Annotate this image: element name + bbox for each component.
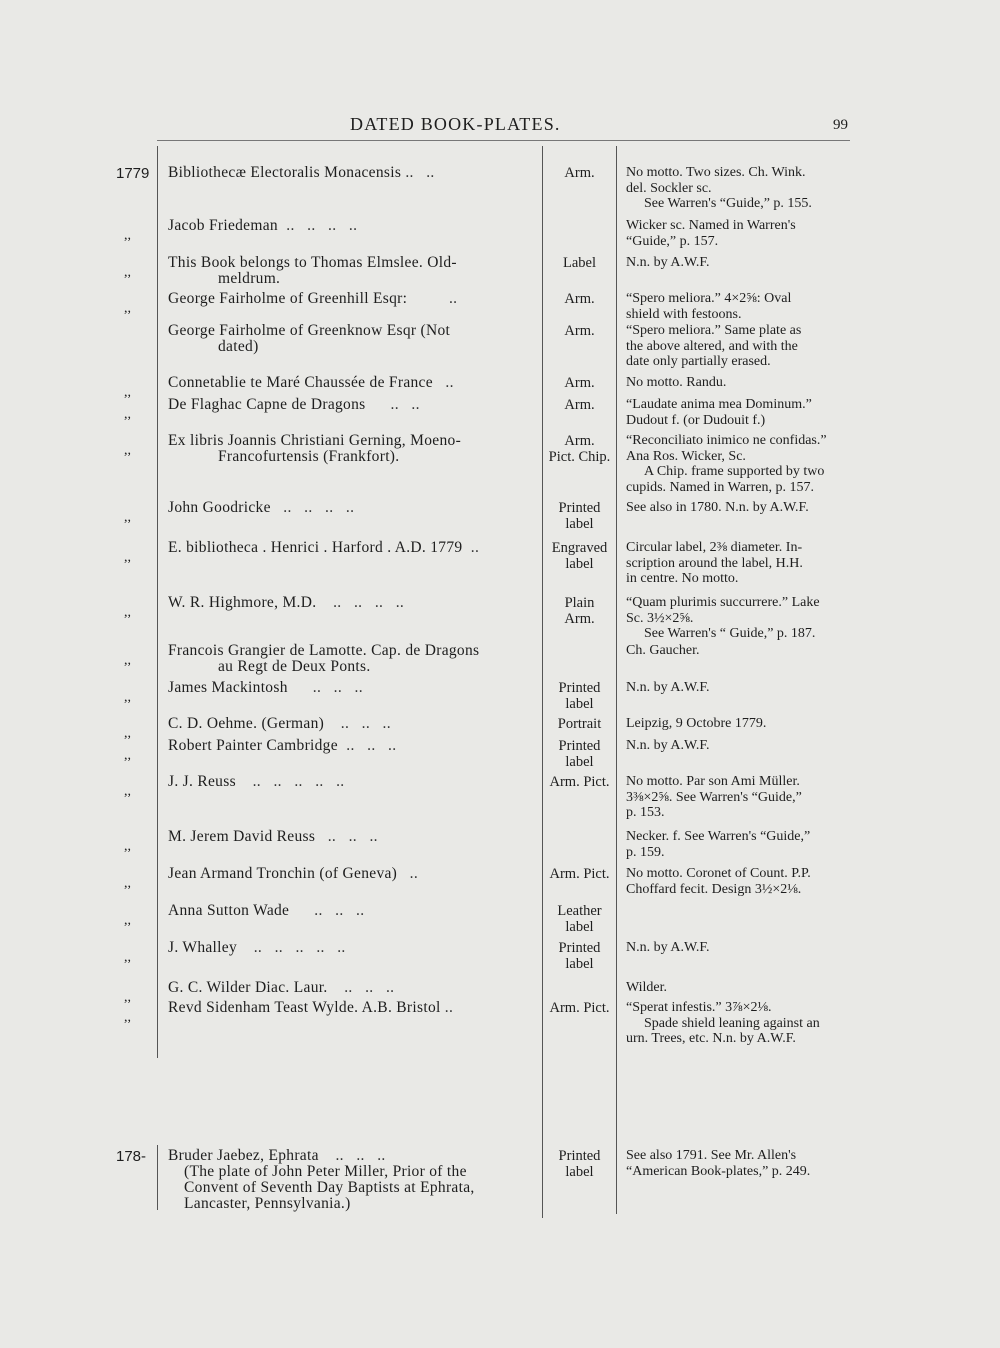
notes-cell	[626, 1000, 854, 1047]
ditto-mark: ,,	[124, 990, 131, 1005]
category-cell: Arm.	[564, 397, 595, 413]
owner-cell	[168, 500, 528, 516]
note-line: cupids. Named in Warren, p. 157.	[626, 479, 814, 495]
owner-cell	[168, 980, 528, 996]
owner-cell	[168, 595, 528, 611]
owner-cell	[168, 1000, 528, 1016]
ditto-mark: ,,	[124, 839, 131, 854]
note-line: scription around the label, H.H.	[626, 555, 803, 571]
owner-cell	[168, 1148, 528, 1212]
note-line: N.n. by A.W.F.	[626, 738, 710, 753]
note-line: “Guide,” p. 157.	[626, 233, 719, 249]
owner-continuation: au Regt de Deux Ponts.	[218, 658, 371, 675]
category-cell: Engraved label	[551, 540, 608, 572]
category-cell: Arm. Pict.	[549, 774, 610, 790]
note-line: 3⅜×2⅝. See Warren's “Guide,”	[626, 789, 802, 805]
leader-dots: ..	[462, 539, 480, 556]
category-cell: Printed label	[558, 500, 601, 532]
owner-continuation: Francofurtensis (Frankfort).	[218, 448, 400, 465]
note-line: shield with festoons.	[626, 306, 742, 322]
note-line: Ana Ros. Wicker, Sc.	[626, 448, 746, 464]
note-line: del. Sockler sc.	[626, 180, 712, 196]
owner-note-line: Convent of Seventh Day Baptists at Ephrata,	[184, 1179, 475, 1196]
ditto-mark: ,,	[124, 726, 131, 741]
ditto-mark: ,,	[124, 913, 131, 928]
owner-name: Francois Grangier de Lamotte. Cap. de Dragons	[168, 642, 480, 659]
notes-cell	[626, 940, 854, 956]
note-line: N.n. by A.W.F.	[626, 255, 710, 270]
note-line: No motto. Coronet of Count. P.P.	[626, 866, 811, 881]
notes-cell	[626, 643, 854, 659]
owner-name: E. bibliotheca . Henrici . Harford . A.D. 1779	[168, 539, 463, 556]
category-cell: Arm.	[564, 165, 595, 181]
category-cell: Printed label	[558, 1148, 601, 1180]
notes-cell	[626, 866, 854, 897]
note-line: Choffard fecit. Design 3½×2⅛.	[626, 881, 802, 897]
ditto-mark: ,,	[124, 690, 131, 705]
owner-name: J. J. Reuss	[168, 773, 236, 790]
owner-name: J. Whalley	[168, 939, 238, 956]
owner-cell	[168, 866, 528, 882]
owner-cell	[168, 323, 528, 355]
owner-continuation: meldrum.	[218, 270, 281, 287]
owner-name: Robert Painter Cambridge	[168, 737, 338, 754]
note-line: Dudout f. (or Dudouit f.)	[626, 412, 766, 428]
owner-name: De Flaghac Capne de Dragons	[168, 396, 366, 413]
note-line: p. 153.	[626, 805, 665, 820]
owner-name: G. C. Wilder Diac. Laur.	[168, 979, 328, 996]
owner-cell	[168, 774, 528, 790]
notes-cell	[626, 980, 854, 996]
note-line: “Spero meliora.” Same plate as	[626, 323, 802, 338]
leader-dots: .. ..	[365, 396, 420, 413]
ditto-mark: ,,	[124, 950, 131, 965]
owner-name: Revd Sidenham Teast Wylde. A.B. Bristol	[168, 999, 441, 1016]
leader-dots: .. .. ..	[324, 715, 391, 732]
owner-cell	[168, 738, 528, 754]
note-line: Ch. Gaucher.	[626, 643, 700, 658]
column-rule-year	[157, 146, 158, 1058]
note-line: No motto. Randu.	[626, 375, 727, 390]
category-cell: Leather label	[557, 903, 602, 935]
category-cell: Arm. Pict.	[549, 866, 610, 882]
owner-name: Connetablie te Maré Chaussée de France	[168, 374, 433, 391]
notes-cell	[626, 716, 854, 732]
notes-cell	[626, 540, 854, 587]
notes-cell	[626, 165, 854, 212]
ditto-mark: ,,	[124, 653, 131, 668]
leader-dots: .. .. .. .. ..	[237, 939, 346, 956]
category-cell: Arm. Pict.	[549, 1000, 610, 1016]
note-line: See also 1791. See Mr. Allen's	[626, 1148, 797, 1163]
leader-dots: ..	[397, 865, 419, 882]
owner-cell	[168, 680, 528, 696]
note-line: No motto. Two sizes. Ch. Wink.	[626, 165, 806, 180]
notes-cell	[626, 829, 854, 860]
header-rule	[157, 140, 850, 141]
running-title: DATED BOOK-PLATES.	[350, 114, 561, 134]
category-cell: Arm.	[564, 291, 595, 307]
year-cell: 1779	[116, 165, 150, 182]
owner-name: John Goodricke	[168, 499, 271, 516]
owner-cell	[168, 218, 528, 234]
note-line: See also in 1780. N.n. by A.W.F.	[626, 500, 809, 515]
column-rule-year-lower	[157, 1145, 158, 1210]
leader-dots: .. .. .. .. ..	[235, 773, 345, 790]
ditto-mark: ,,	[124, 784, 131, 799]
category-cell: Arm.	[564, 323, 595, 339]
notes-cell	[626, 433, 854, 495]
category-cell: Label	[562, 255, 596, 271]
leader-dots: ..	[440, 999, 454, 1016]
ditto-mark: ,,	[124, 265, 131, 280]
owner-cell	[168, 375, 528, 391]
note-line: “American Book-plates,” p. 249.	[626, 1163, 811, 1179]
owner-cell	[168, 716, 528, 732]
note-line: the above altered, and with the	[626, 338, 798, 354]
owner-name: Bibliothecæ Electoralis Monacensis	[168, 164, 402, 181]
ditto-mark: ,,	[124, 228, 131, 243]
leader-dots: .. .. .. ..	[270, 499, 355, 516]
owner-name: M. Jerem David Reuss	[168, 828, 316, 845]
owner-name: Jean Armand Tronchin (of Geneva)	[168, 865, 398, 882]
category-cell: Printed label	[558, 680, 601, 712]
ditto-mark: ,,	[124, 510, 131, 525]
notes-cell	[626, 255, 854, 271]
note-line: See Warren's “ Guide,” p. 187.	[644, 626, 816, 641]
leader-dots: ..	[407, 290, 458, 307]
notes-cell	[626, 500, 854, 516]
leader-dots: .. .. .. ..	[316, 594, 405, 611]
notes-cell	[626, 595, 854, 642]
note-line: Leipzig, 9 Octobre 1779.	[626, 716, 767, 731]
ditto-mark: ,,	[124, 748, 131, 763]
notes-cell	[626, 680, 854, 696]
owner-cell	[168, 903, 528, 919]
leader-dots: .. .. ..	[337, 737, 397, 754]
leader-dots: .. .. ..	[327, 979, 395, 996]
leader-dots: ..	[432, 374, 454, 391]
owner-name: This Book belongs to Thomas Elmslee. Old-	[168, 254, 457, 271]
notes-cell	[626, 291, 854, 322]
notes-cell	[626, 375, 854, 391]
owner-cell	[168, 829, 528, 845]
column-rule-owner	[542, 146, 543, 1218]
column-rule-category	[616, 146, 617, 1214]
owner-name: James Mackintosh	[168, 679, 288, 696]
note-line: N.n. by A.W.F.	[626, 680, 710, 695]
notes-cell	[626, 323, 854, 370]
note-line: “Reconciliato inimico ne confidas.”	[626, 433, 827, 448]
note-line: “Sperat infestis.” 3⅞×2⅛.	[626, 1000, 772, 1015]
ditto-mark: ,,	[124, 443, 131, 458]
ditto-mark: ,,	[124, 876, 131, 891]
owner-cell	[168, 255, 528, 287]
category-cell: Printed label	[558, 940, 601, 972]
leader-dots: .. .. ..	[315, 828, 378, 845]
owner-continuation: dated)	[218, 338, 259, 355]
notes-cell	[626, 218, 854, 249]
note-line: No motto. Par son Ami Müller.	[626, 774, 800, 789]
note-line: Necker. f. See Warren's “Guide,”	[626, 829, 811, 844]
ditto-mark: ,,	[124, 550, 131, 565]
owner-name: Bruder Jaebez, Ephrata	[168, 1147, 319, 1164]
ditto-mark: ,,	[124, 1010, 131, 1025]
ditto-mark: ,,	[124, 301, 131, 316]
note-line: in centre. No motto.	[626, 571, 739, 586]
owner-name: Ex libris Joannis Christiani Gerning, Moeno-	[168, 432, 462, 449]
note-line: “Quam plurimis succurrere.” Lake	[626, 595, 820, 610]
notes-cell	[626, 738, 854, 754]
owner-note-line: Lancaster, Pennsylvania.)	[184, 1195, 351, 1212]
leader-dots: .. .. ..	[318, 1147, 386, 1164]
category-cell: Arm. Pict. Chip.	[548, 433, 611, 465]
note-line: Circular label, 2⅜ diameter. In-	[626, 540, 803, 555]
owner-cell	[168, 940, 528, 956]
note-line: urn. Trees, etc. N.n. by A.W.F.	[626, 1031, 796, 1046]
note-line: Spade shield leaning against an	[644, 1015, 820, 1031]
note-line: Wicker sc. Named in Warren's	[626, 218, 796, 233]
ditto-mark: ,,	[124, 605, 131, 620]
note-line: Wilder.	[626, 980, 668, 995]
owner-cell	[168, 540, 528, 556]
owner-name: C. D. Oehme. (German)	[168, 715, 325, 732]
leader-dots: .. .. ..	[287, 679, 363, 696]
note-line: Sc. 3½×2⅝.	[626, 610, 694, 626]
owner-cell	[168, 643, 528, 675]
ditto-mark: ,,	[124, 385, 131, 400]
owner-name: George Fairholme of Greenhill Esqr:	[168, 290, 408, 307]
owner-name: Jacob Friedeman	[168, 217, 278, 234]
note-line: “Spero meliora.” 4×2⅝: Oval	[626, 291, 792, 306]
owner-name: George Fairholme of Greenknow Esqr (Not	[168, 322, 451, 339]
page-number: 99	[833, 117, 848, 133]
notes-cell	[626, 397, 854, 428]
note-line: N.n. by A.W.F.	[626, 940, 710, 955]
notes-cell	[626, 1148, 854, 1179]
note-line: p. 159.	[626, 844, 665, 860]
note-line: See Warren's “Guide,” p. 155.	[644, 196, 812, 211]
notes-cell	[626, 774, 854, 821]
owner-cell	[168, 291, 528, 307]
category-cell: Printed label	[558, 738, 601, 770]
owner-cell	[168, 397, 528, 413]
ditto-mark: ,,	[124, 407, 131, 422]
note-line: “Laudate anima mea Dominum.”	[626, 397, 812, 412]
owner-cell	[168, 165, 528, 181]
category-cell: Arm.	[564, 375, 595, 391]
leader-dots: .. .. .. ..	[277, 217, 358, 234]
category-cell: Portrait	[557, 716, 602, 732]
owner-name: Anna Sutton Wade	[168, 902, 290, 919]
year-cell: 178-	[116, 1148, 147, 1165]
note-line: A Chip. frame supported by two	[644, 464, 825, 479]
leader-dots: .. .. ..	[289, 902, 365, 919]
note-line: date only partially erased.	[626, 354, 771, 369]
owner-note-line: (The plate of John Peter Miller, Prior of the	[184, 1163, 467, 1180]
category-cell: Plain Arm.	[564, 595, 595, 627]
owner-cell	[168, 433, 528, 465]
owner-name: W. R. Highmore, M.D.	[168, 594, 317, 611]
leader-dots: .. ..	[401, 164, 435, 181]
